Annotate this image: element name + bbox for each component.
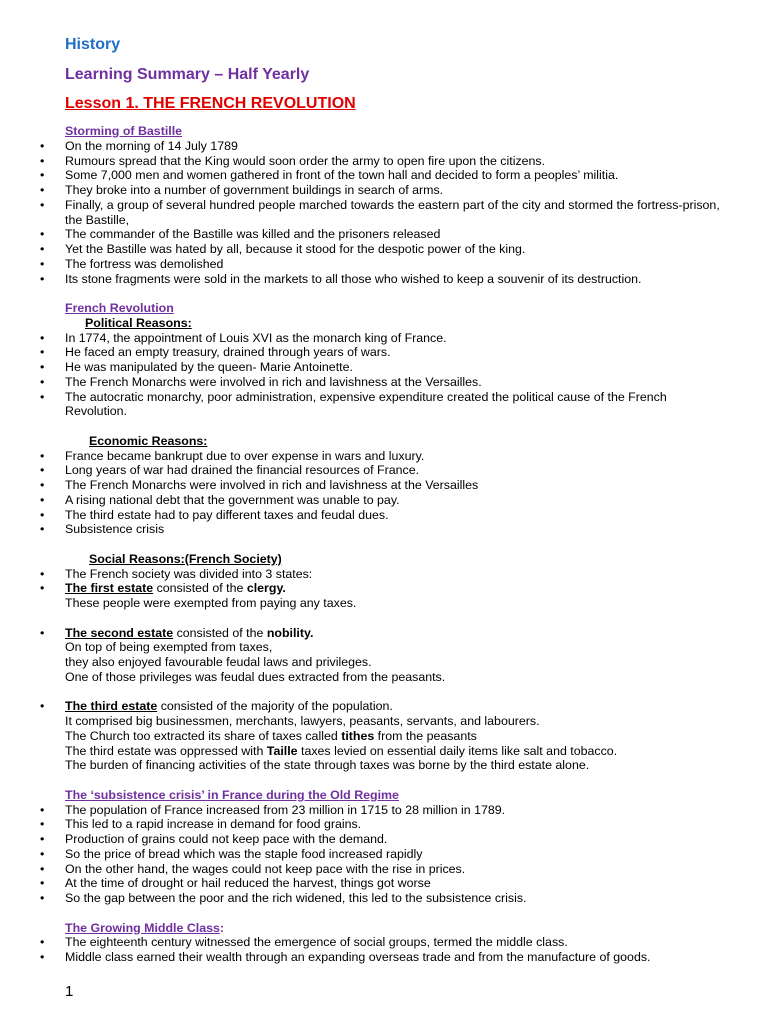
economic-item: • The third estate had to pay different taxes and feudal dues. bbox=[0, 508, 768, 523]
third-estate-line: The burden of financing activities of the state through taxes was borne by the third estate alone. bbox=[65, 758, 590, 773]
political-item: • He was manipulated by the queen- Marie Antoinette. bbox=[0, 360, 768, 375]
third-estate-term: The third estate bbox=[65, 699, 158, 714]
bastille-item: • The fortress was demolished bbox=[0, 257, 768, 272]
tithes-term: tithes bbox=[341, 728, 375, 743]
subsistence-item: • So the gap between the poor and the rich widened, this led to the subsistence crisis. bbox=[0, 891, 768, 906]
summary-title: Learning Summary – Half Yearly bbox=[65, 66, 310, 83]
third-estate-line: The Church too extracted its share of taxes called tithes from the peasants bbox=[65, 728, 477, 743]
economic-item: • The French Monarchs were involved in rich and lavishness at the Versailles bbox=[0, 478, 768, 493]
revolution-heading: French Revolution bbox=[65, 301, 174, 315]
third-estate-line: The third estate was oppressed with Taille taxes levied on essential daily items like salt and tobacco. bbox=[65, 743, 618, 758]
third-estate-item bbox=[0, 699, 768, 714]
economic-item: • France became bankrupt due to over expense in wars and luxury. bbox=[0, 449, 768, 464]
political-item: • The French Monarchs were involved in rich and lavishness at the Versailles. bbox=[0, 375, 768, 390]
bastille-heading: Storming of Bastille bbox=[65, 124, 183, 138]
bastille-item: • Rumours spread that the King would soon order the army to open fire upon the citizens. bbox=[0, 154, 768, 169]
middle-class-heading-row: The Growing Middle Class: bbox=[65, 920, 225, 935]
lesson-title: Lesson 1. THE FRENCH REVOLUTION bbox=[65, 95, 356, 112]
page-number: 1 bbox=[65, 983, 74, 1000]
taille-term: Taille bbox=[266, 743, 298, 758]
third-estate-line: It comprised big businessmen, merchants, lawyers, peasants, servants, and labourers. bbox=[65, 714, 540, 728]
subsistence-item: • This led to a rapid increase in demand for food grains. bbox=[0, 817, 768, 832]
second-estate-line: they also enjoyed favourable feudal laws and privileges. bbox=[65, 655, 372, 669]
political-item: • The autocratic monarchy, poor administration, expensive expenditure created the political cause of the French Revolution. bbox=[0, 390, 768, 420]
third-estate-text: consisted of the majority of the population. bbox=[157, 699, 393, 714]
second-estate-bold: nobility. bbox=[266, 625, 314, 640]
second-estate-text: consisted of the bbox=[173, 625, 267, 640]
subsistence-item: • On the other hand, the wages could not keep pace with the rise in prices. bbox=[0, 862, 768, 877]
subsistence-item: • Production of grains could not keep pace with the demand. bbox=[0, 832, 768, 847]
subsistence-item: • So the price of bread which was the staple food increased rapidly bbox=[0, 847, 768, 862]
bastille-item: • On the morning of 14 July 1789 bbox=[0, 139, 768, 154]
bastille-item: • Its stone fragments were sold in the markets to all those who wished to keep a souvenir of its destruction. bbox=[0, 272, 768, 287]
economic-item: • A rising national debt that the government was unable to pay. bbox=[0, 493, 768, 508]
second-estate-line: On top of being exempted from taxes, bbox=[65, 640, 273, 655]
bastille-item: • They broke into a number of government buildings in search of arms. bbox=[0, 183, 768, 198]
political-item: • He faced an empty treasury, drained through years of wars. bbox=[0, 345, 768, 360]
economic-item: • Long years of war had drained the financial resources of France. bbox=[0, 463, 768, 478]
second-estate-line: One of those privileges was feudal dues extracted from the peasants. bbox=[65, 669, 446, 684]
social-intro: • The French society was divided into 3 states: bbox=[0, 567, 768, 582]
political-item: • In 1774, the appointment of Louis XVI as the monarch king of France. bbox=[0, 331, 768, 346]
subsistence-item: • The population of France increased from 23 million in 1715 to 28 million in 1789. bbox=[0, 803, 768, 818]
first-estate-item bbox=[0, 581, 768, 596]
subsistence-heading: The ‘subsistence crisis’ in France during the Old Regime bbox=[65, 787, 399, 802]
bastille-item: • The commander of the Bastille was killed and the prisoners released bbox=[0, 227, 768, 242]
document-body bbox=[0, 124, 768, 965]
political-reasons-heading: Political Reasons: bbox=[85, 315, 192, 330]
middle-class-heading: The Growing Middle Class bbox=[65, 920, 220, 935]
bastille-item: • Some 7,000 men and women gathered in front of the town hall and decided to form a peoples’ militia. bbox=[0, 168, 768, 183]
first-estate-term: The first estate bbox=[65, 581, 154, 596]
bastille-item: • Yet the Bastille was hated by all, because it stood for the despotic power of the king. bbox=[0, 242, 768, 257]
social-reasons-heading: Social Reasons:(French Society) bbox=[89, 551, 282, 566]
bastille-item: • Finally, a group of several hundred people marched towards the eastern part of the city and stormed the fortress-prison, the Bastille, bbox=[0, 198, 768, 228]
subject-title: History bbox=[65, 36, 121, 53]
first-estate-text: consisted of the bbox=[153, 581, 247, 596]
economic-item: • Subsistence crisis bbox=[0, 522, 768, 537]
first-estate-line: These people were exempted from paying any taxes. bbox=[65, 596, 357, 610]
economic-reasons-heading: Economic Reasons: bbox=[89, 433, 208, 448]
subsistence-item: • At the time of drought or hail reduced the harvest, things got worse bbox=[0, 876, 768, 891]
second-estate-item bbox=[0, 626, 768, 641]
middle-class-item: • The eighteenth century witnessed the emergence of social groups, termed the middle class. bbox=[0, 935, 768, 950]
first-estate-bold: clergy. bbox=[246, 581, 286, 596]
second-estate-term: The second estate bbox=[65, 625, 174, 640]
middle-class-item: • Middle class earned their wealth through an expanding overseas trade and from the manufacture of goods. bbox=[0, 950, 768, 965]
